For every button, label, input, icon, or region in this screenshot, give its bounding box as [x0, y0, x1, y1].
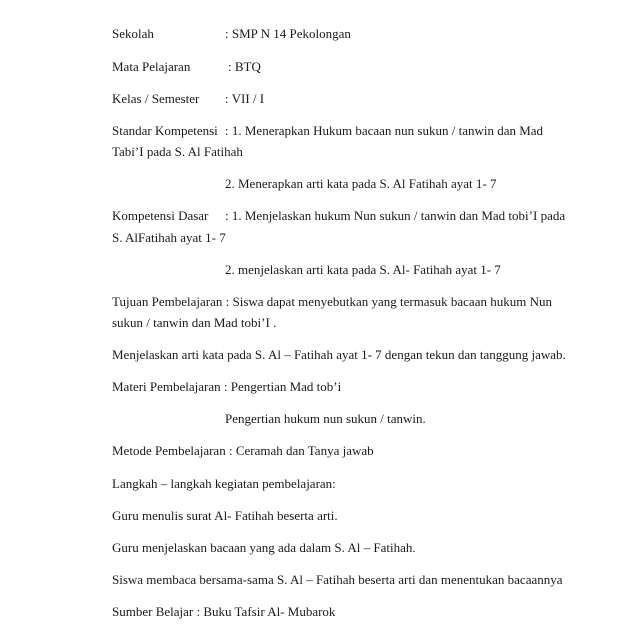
sumber-line: Sumber Belajar : Buku Tafsir Al- Mubarok: [112, 604, 336, 619]
kompetensi-dasar-point2: 2. menjelaskan arti kata pada S. Al- Fatihah ayat 1- 7: [225, 262, 501, 277]
langkah-heading: Langkah – langkah kegiatan pembelajaran:: [112, 476, 336, 491]
mapel-value: : BTQ: [228, 59, 261, 74]
mapel-label: Mata Pelajaran: [112, 59, 191, 74]
materi-line2: Pengertian hukum nun sukun / tanwin.: [225, 411, 426, 426]
standar-kompetensi-point1-cont: Tabi’I pada S. Al Fatihah: [112, 144, 243, 159]
materi-line1: Materi Pembelajaran : Pengertian Mad tob’i: [112, 379, 342, 394]
standar-kompetensi-point1: : 1. Menerapkan Hukum bacaan nun sukun / tanwin dan Mad: [225, 123, 544, 138]
kompetensi-dasar-point1: : 1. Menjelaskan hukum Nun sukun / tanwin dan Mad tobi’I pada: [225, 208, 566, 223]
sekolah-label: Sekolah: [112, 26, 154, 41]
kompetensi-dasar-label: Kompetensi Dasar: [112, 208, 209, 223]
langkah-step3: Siswa membaca bersama-sama S. Al – Fatihah beserta arti dan menentukan bacaannya: [112, 572, 563, 587]
standar-kompetensi-point2: 2. Menerapkan arti kata pada S. Al Fatihah ayat 1- 7: [225, 176, 497, 191]
standar-kompetensi-label: Standar Kompetensi: [112, 123, 218, 138]
metode-line: Metode Pembelajaran : Ceramah dan Tanya jawab: [112, 443, 374, 458]
tujuan-line1: Tujuan Pembelajaran : Siswa dapat menyebutkan yang termasuk bacaan hukum Nun: [112, 294, 552, 309]
langkah-step1: Guru menulis surat Al- Fatihah beserta arti.: [112, 508, 338, 523]
kelas-label: Kelas / Semester: [112, 91, 200, 106]
langkah-step2: Guru menjelaskan bacaan yang ada dalam S. Al – Fatihah.: [112, 540, 416, 555]
kelas-value: : VII / I: [225, 91, 265, 106]
sekolah-value: : SMP N 14 Pekolongan: [225, 26, 351, 41]
kompetensi-dasar-point1-cont: S. AlFatihah ayat 1- 7: [112, 230, 226, 245]
tujuan-line3: Menjelaskan arti kata pada S. Al – Fatihah ayat 1- 7 dengan tekun dan tanggung jawab.: [112, 347, 566, 362]
tujuan-line2: sukun / tanwin dan Mad tobi’I .: [112, 315, 277, 330]
